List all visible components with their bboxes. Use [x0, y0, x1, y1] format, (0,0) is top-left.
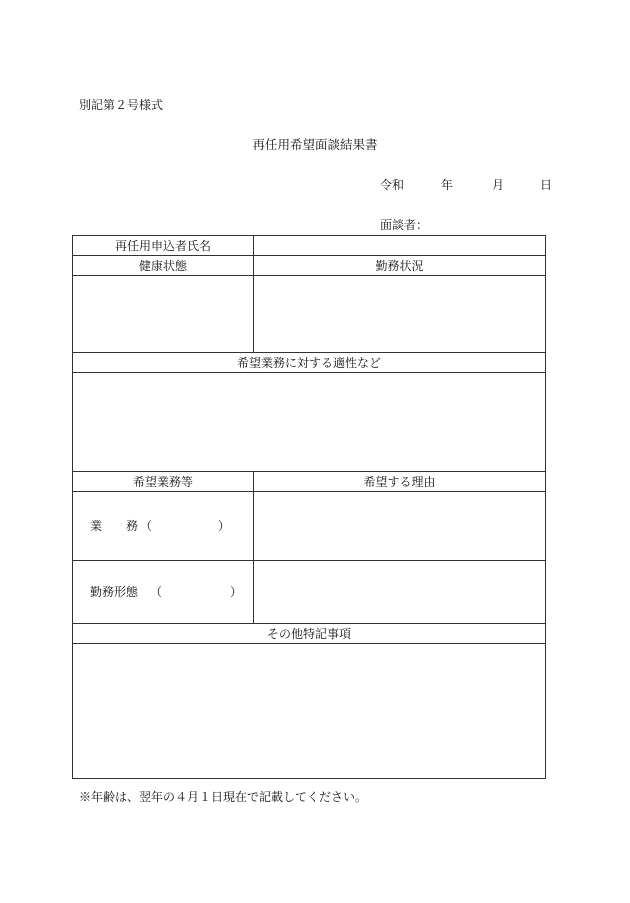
- work-style-open-paren: （: [150, 585, 163, 599]
- form-number-label: 別記第２号様式: [79, 98, 164, 112]
- reason-label: 希望する理由: [254, 472, 546, 492]
- interview-result-table: [72, 235, 546, 779]
- other-notes-label: その他特記事項: [73, 624, 546, 644]
- health-status-label: 健康状態: [73, 256, 254, 276]
- work-style-label: 勤務形態: [90, 585, 139, 599]
- footnote: ※年齢は、翌年の４月１日現在で記載してください。: [79, 790, 368, 804]
- suitability-label: 希望業務に対する適性など: [73, 353, 546, 373]
- date-day-label: 日: [540, 178, 553, 192]
- date-month-label: 月: [492, 178, 505, 192]
- duty-open-paren: （: [140, 519, 153, 533]
- reason-field-work-style[interactable]: [254, 561, 546, 624]
- interviewer-label: 面談者：: [380, 218, 429, 232]
- suitability-field[interactable]: [73, 373, 546, 472]
- applicant-name-label: 再任用申込者氏名: [73, 236, 254, 256]
- reason-field-duty[interactable]: [254, 492, 546, 561]
- work-style-cell[interactable]: [73, 561, 254, 624]
- duty-label: 業 務: [90, 519, 139, 533]
- duty-cell[interactable]: [73, 492, 254, 561]
- work-status-field[interactable]: [254, 276, 546, 353]
- desired-work-label: 希望業務等: [73, 472, 254, 492]
- duty-close-paren: ）: [218, 519, 231, 533]
- work-status-label: 勤務状況: [254, 256, 546, 276]
- document-title: 再任用希望面談結果書: [252, 137, 378, 152]
- work-style-close-paren: ）: [230, 585, 243, 599]
- date-era-label: 令和: [380, 178, 405, 192]
- applicant-name-field[interactable]: [254, 236, 546, 256]
- date-year-label: 年: [441, 178, 454, 192]
- health-status-field[interactable]: [73, 276, 254, 353]
- other-notes-field[interactable]: [73, 644, 546, 779]
